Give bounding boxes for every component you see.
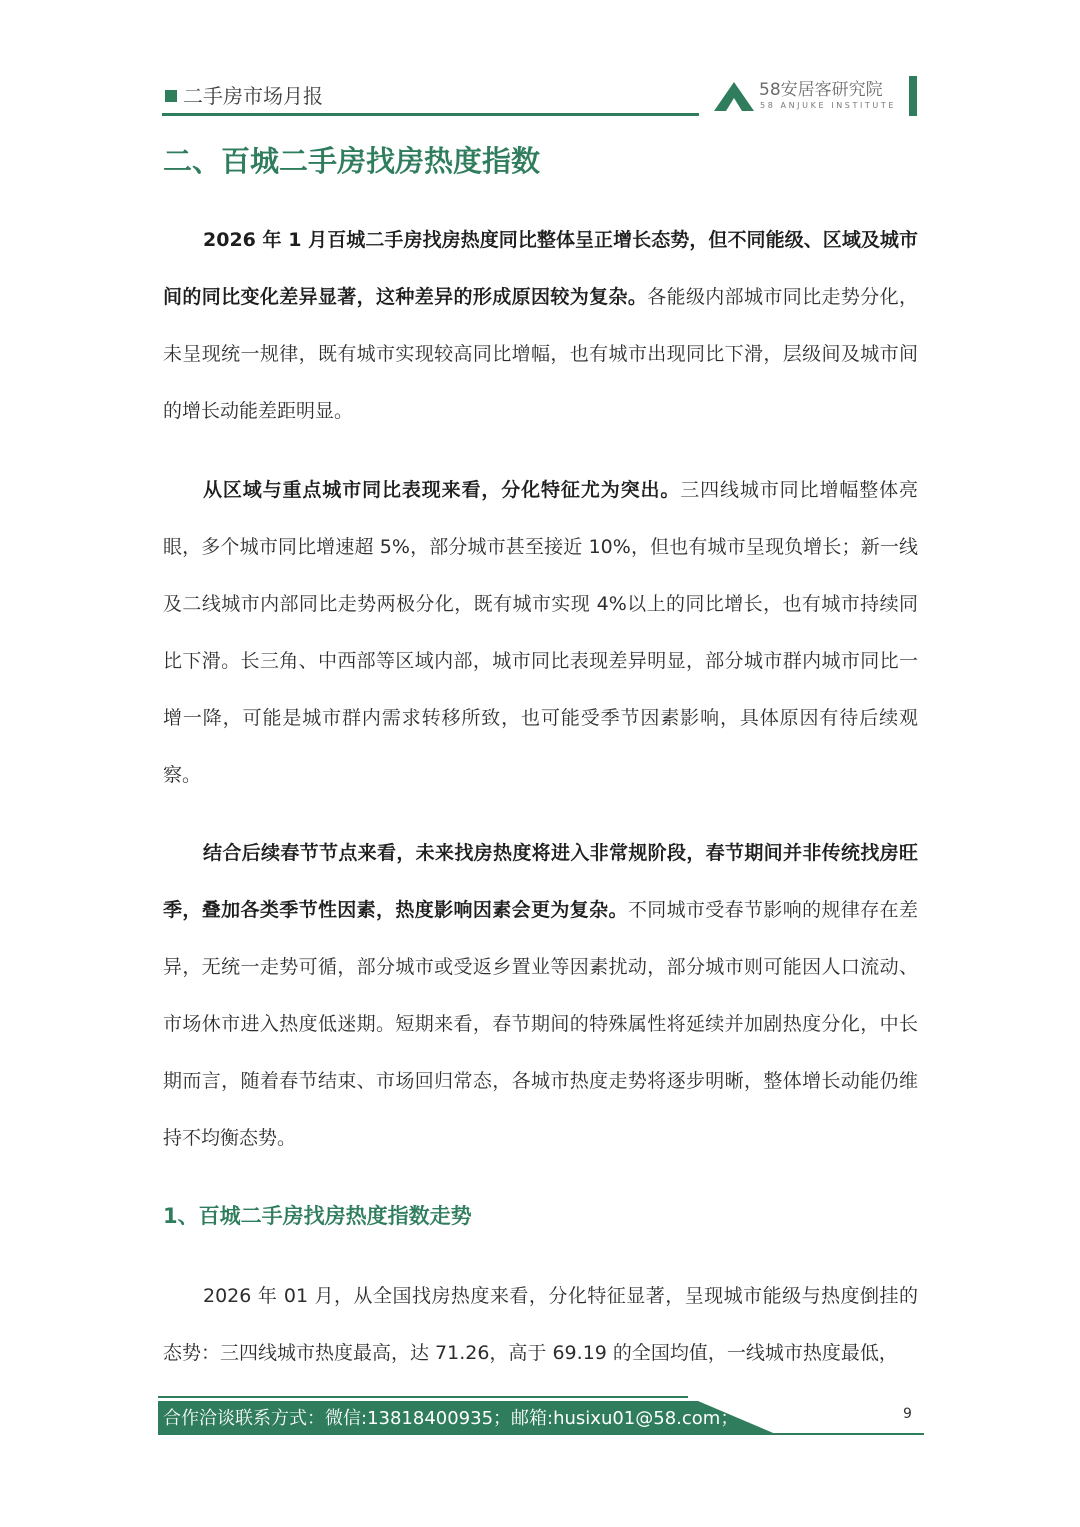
footer-top-rule (158, 1396, 688, 1398)
paragraph-1-lead: 2026 年 1 月百城二手房找房热度同比整体呈正增长态势，但不同能级、区域及城市间的同比变化差异显著，这种差异的形成原因较为复杂。 (163, 229, 918, 308)
paragraph-1-body: 各能级内部城市同比走势分化，未呈现统一规律，既有城市实现较高同比增幅，也有城市出现同比下滑，层级间及城市间的增长动能差距明显。 (163, 286, 918, 422)
footer-baseline (158, 1433, 924, 1435)
section-title: 二、百城二手房找房热度指数 (163, 144, 541, 178)
paragraph-4 (163, 1268, 918, 1382)
header-marker (165, 90, 177, 102)
paragraph-1 (163, 212, 918, 440)
paragraph-3-body: 不同城市受春节影响的规律存在差异，无统一走势可循，部分城市或受返乡置业等因素扰动，部分城市则可能因人口流动、市场休市进入热度低迷期。短期来看，春节期间的特殊属性将延续并加剧热度分化，中长期而言，随着春节结束、市场回归常态，各城市热度走势将逐步明晰，整体增长动能仍维持不均衡态势。 (163, 899, 918, 1149)
paragraph-2 (163, 462, 918, 804)
paragraph-4-body: 2026 年 01 月，从全国找房热度来看，分化特征显著，呈现城市能级与热度倒挂的态势：三四线城市热度最高，达 71.26，高于 69.19 的全国均值，一线城市热度最低， (163, 1285, 918, 1364)
subsection-title: 1、百城二手房找房热度指数走势 (163, 1204, 472, 1228)
header-accent-bar (909, 76, 917, 116)
triangle-logo-icon (713, 80, 755, 112)
header-rule (162, 113, 699, 116)
brand-name: 58安居客研究院 (759, 80, 883, 100)
paragraph-2-body: 三四线城市同比增幅整体亮眼，多个城市同比增速超 5%，部分城市甚至接近 10%，但也有城市呈现负增长；新一线及二线城市内部同比走势两极分化，既有城市实现 4%以上的同比增长，也有城市持续同比下滑。长三角、中西部等区域内部，城市同比表现差异明显，部分城市群内城市同比一增一降，可能是城市群内需求转移所致，也可能受季节因素影响，具体原因有待后续观察。 (163, 479, 918, 786)
paragraph-3 (163, 825, 918, 1167)
contact-info: 合作洽谈联系方式：微信:13818400935；邮箱:husixu01@58.com； (163, 1408, 739, 1429)
page-number: 9 (903, 1406, 912, 1422)
brand-name-en: 58 ANJUKE INSTITUTE (760, 101, 896, 110)
paragraph-2-lead: 从区域与重点城市同比表现来看，分化特征尤为突出。 (203, 479, 681, 501)
paragraph-3-lead: 结合后续春节节点来看，未来找房热度将进入非常规阶段，春节期间并非传统找房旺季，叠加各类季节性因素，热度影响因素会更为复杂。 (163, 842, 918, 921)
report-title: 二手房市场月报 (183, 84, 323, 108)
